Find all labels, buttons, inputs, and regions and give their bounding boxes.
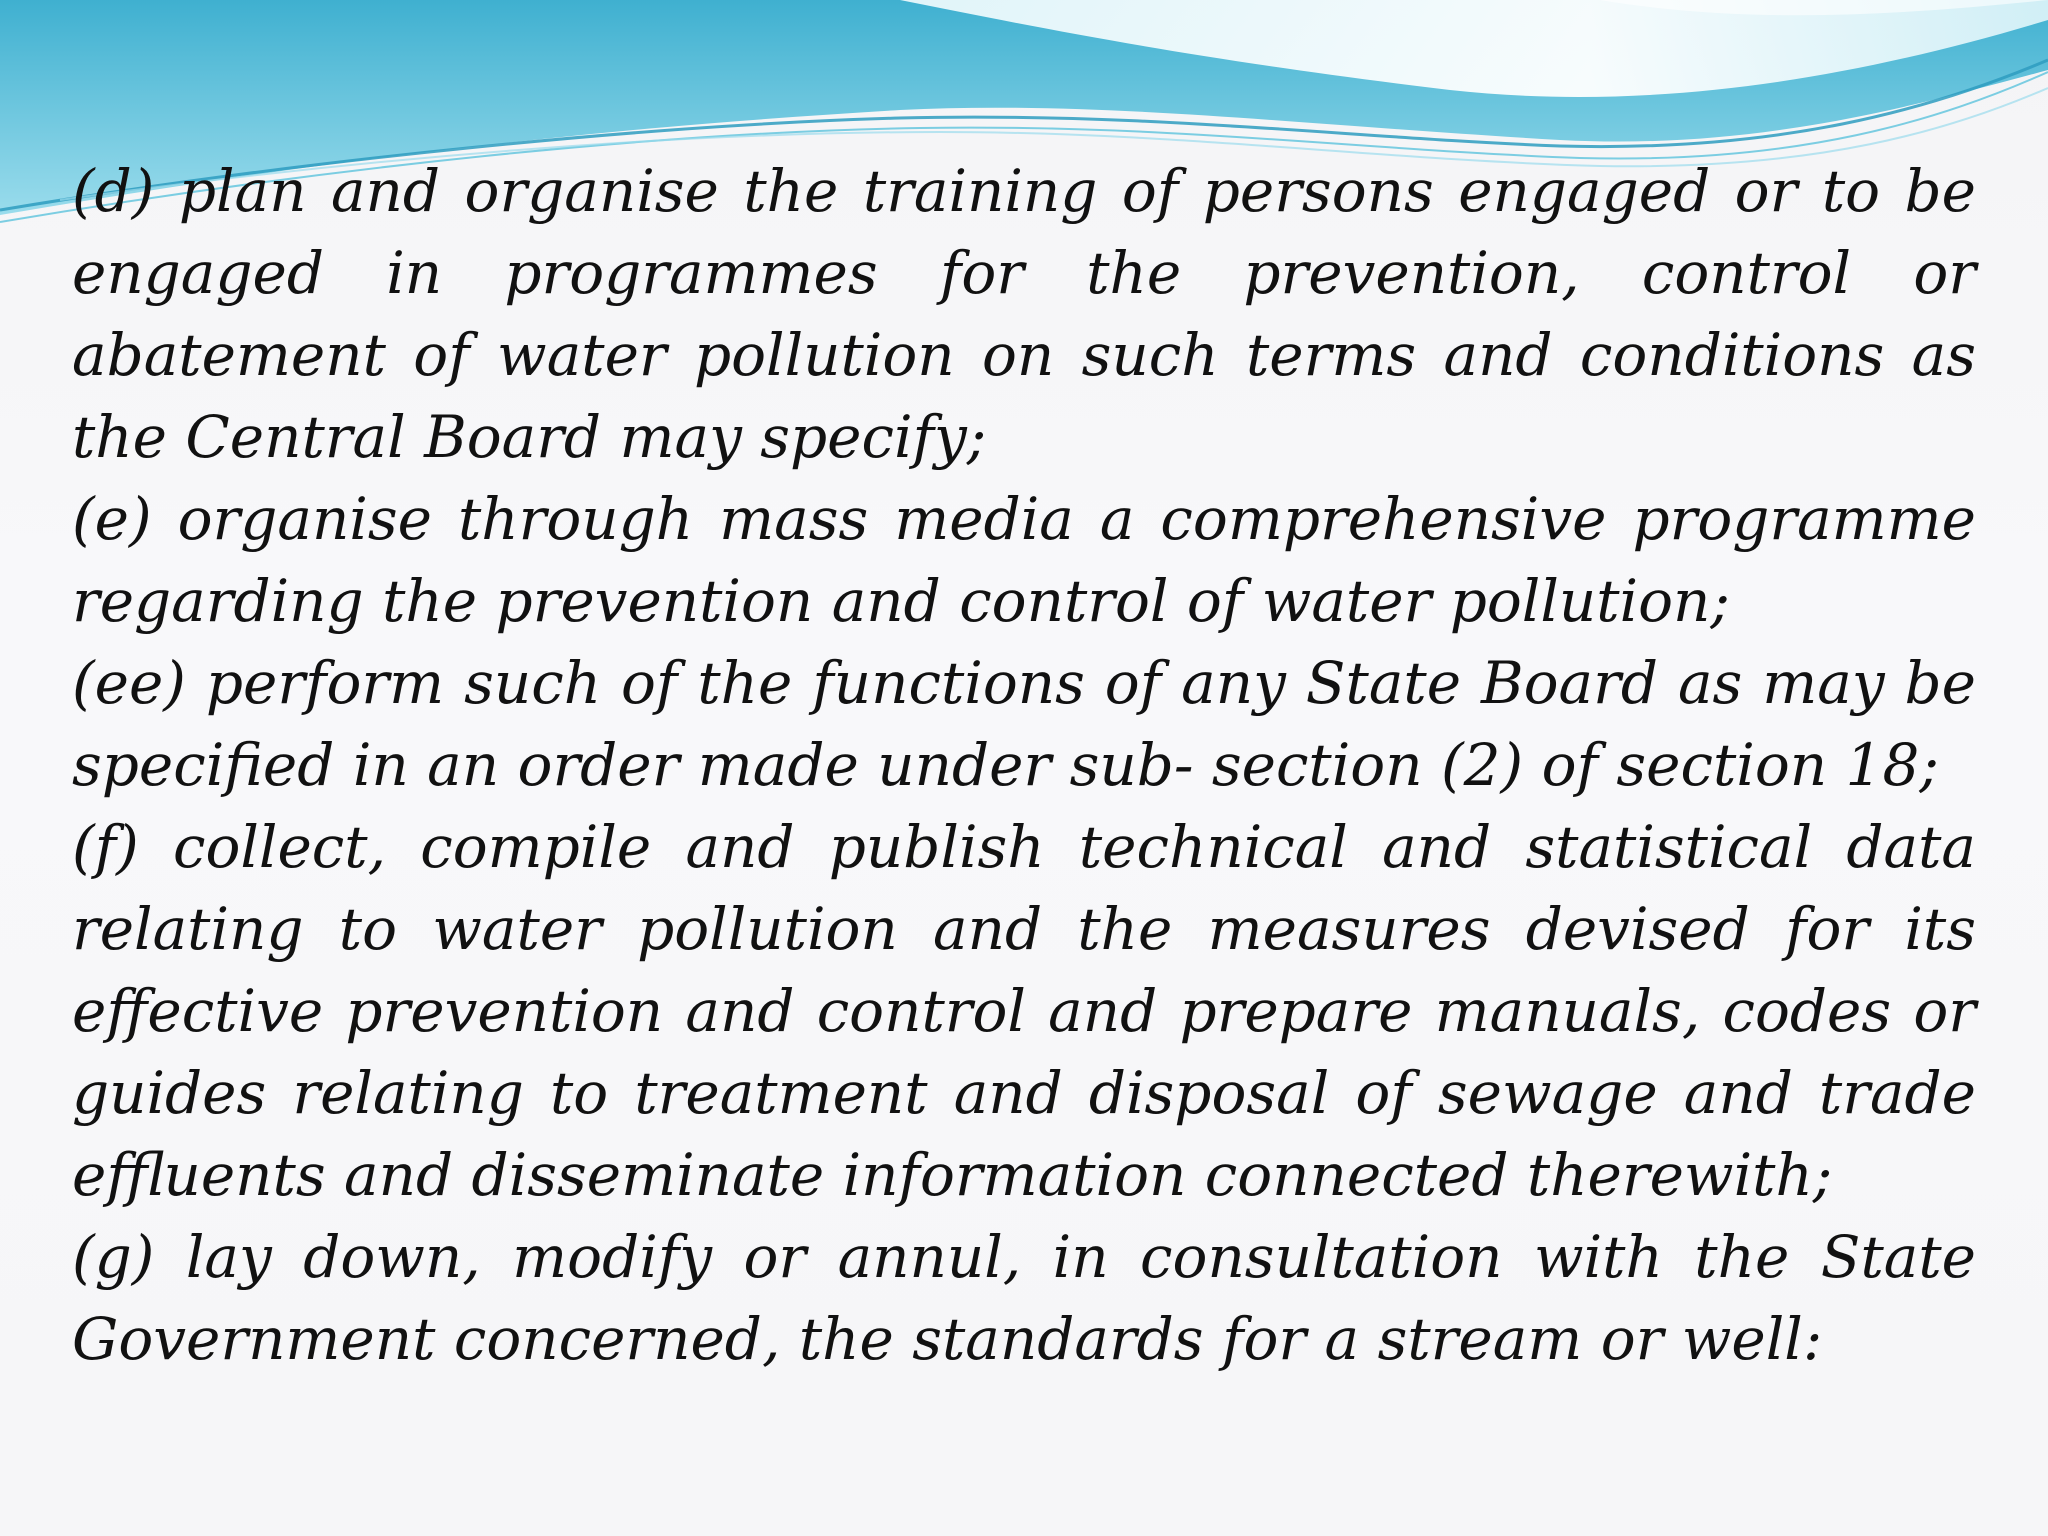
clause-e-paragraph: (e) organise through mass media a comprehensive programme regarding the prevention and control of water pollution; <box>72 485 1976 635</box>
clause-ee-paragraph: (ee) perform such of the functions of any State Board as may be specified in an order made under sub- section (2) of section 18; <box>72 649 1976 799</box>
clause-f-paragraph: (f) collect, compile and publish technical and statistical data relating to water pollution and the measures devised for its effective prevention and control and prepare manuals, codes or guides relating to treatment and disposal of sewage and trade effluents and disseminate information connected therewith; <box>72 813 1976 1209</box>
slide-body <box>72 150 1976 1380</box>
clause-g-paragraph: (g) lay down, modify or annul, in consultation with the State Government concerned, the standards for a stream or well: <box>72 1223 1976 1373</box>
clause-d-paragraph: (d) plan and organise the training of persons engaged or to be engaged in programmes for the prevention, control or abatement of water pollution on such terms and conditions as the Central Board may specify; <box>72 157 1976 471</box>
